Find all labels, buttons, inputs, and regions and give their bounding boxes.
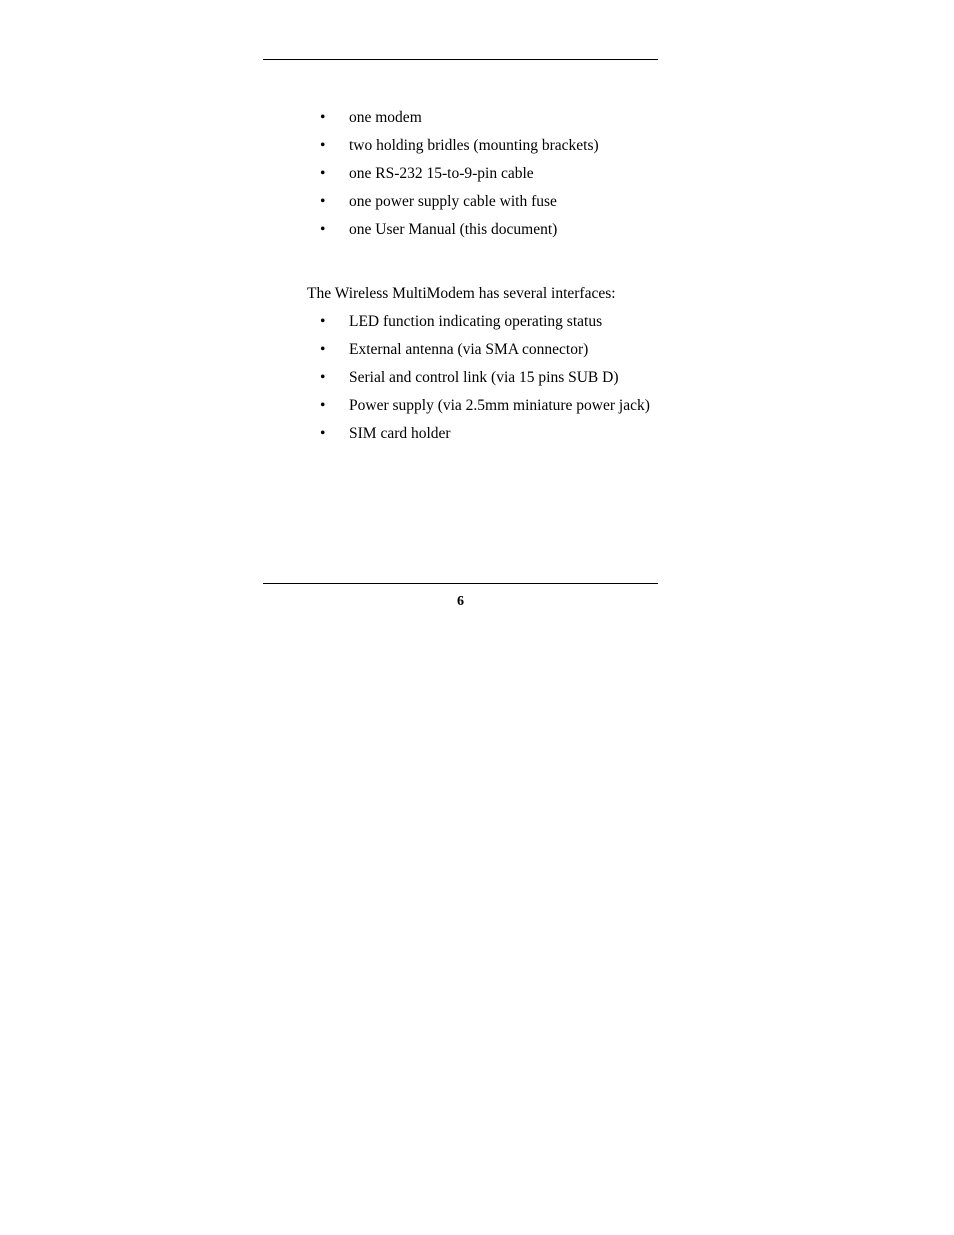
list-item xyxy=(320,424,660,443)
list-item xyxy=(320,396,660,415)
list-item xyxy=(320,312,660,331)
interfaces-intro: The Wireless MultiModem has several interfaces: xyxy=(307,285,616,302)
bullet-icon: • xyxy=(320,397,326,414)
list-item xyxy=(320,164,660,183)
header-rule xyxy=(263,59,658,60)
bullet-icon: • xyxy=(320,341,326,358)
bullet-icon: • xyxy=(320,369,326,386)
list-item xyxy=(320,368,660,387)
list-item xyxy=(320,340,660,359)
list-item-text: one User Manual (this document) xyxy=(349,221,558,238)
list-item-text: Serial and control link (via 15 pins SUB D) xyxy=(349,369,619,386)
page-number: 6 xyxy=(457,594,464,609)
list-item xyxy=(320,136,660,155)
list-item-text: LED function indicating operating status xyxy=(349,313,603,330)
bullet-icon: • xyxy=(320,165,326,182)
bullet-icon: • xyxy=(320,193,326,210)
list-item-text: one RS-232 15-to-9-pin cable xyxy=(349,165,534,182)
bullet-icon: • xyxy=(320,425,326,442)
list-item-text: one power supply cable with fuse xyxy=(349,193,557,210)
list-item xyxy=(320,192,660,211)
list-item xyxy=(320,108,660,127)
bullet-icon: • xyxy=(320,313,326,330)
list-item-text: External antenna (via SMA connector) xyxy=(349,341,589,358)
bullet-icon: • xyxy=(320,137,326,154)
interfaces-list xyxy=(320,312,660,452)
list-item-text: one modem xyxy=(349,109,422,126)
list-item-text: two holding bridles (mounting brackets) xyxy=(349,137,599,154)
list-item xyxy=(320,220,660,239)
footer-rule xyxy=(263,583,658,584)
list-item-text: Power supply (via 2.5mm miniature power jack) xyxy=(349,397,650,414)
list-item-text: SIM card holder xyxy=(349,425,451,442)
bullet-icon: • xyxy=(320,221,326,238)
bullet-icon: • xyxy=(320,109,326,126)
package-contents-list xyxy=(320,108,660,248)
